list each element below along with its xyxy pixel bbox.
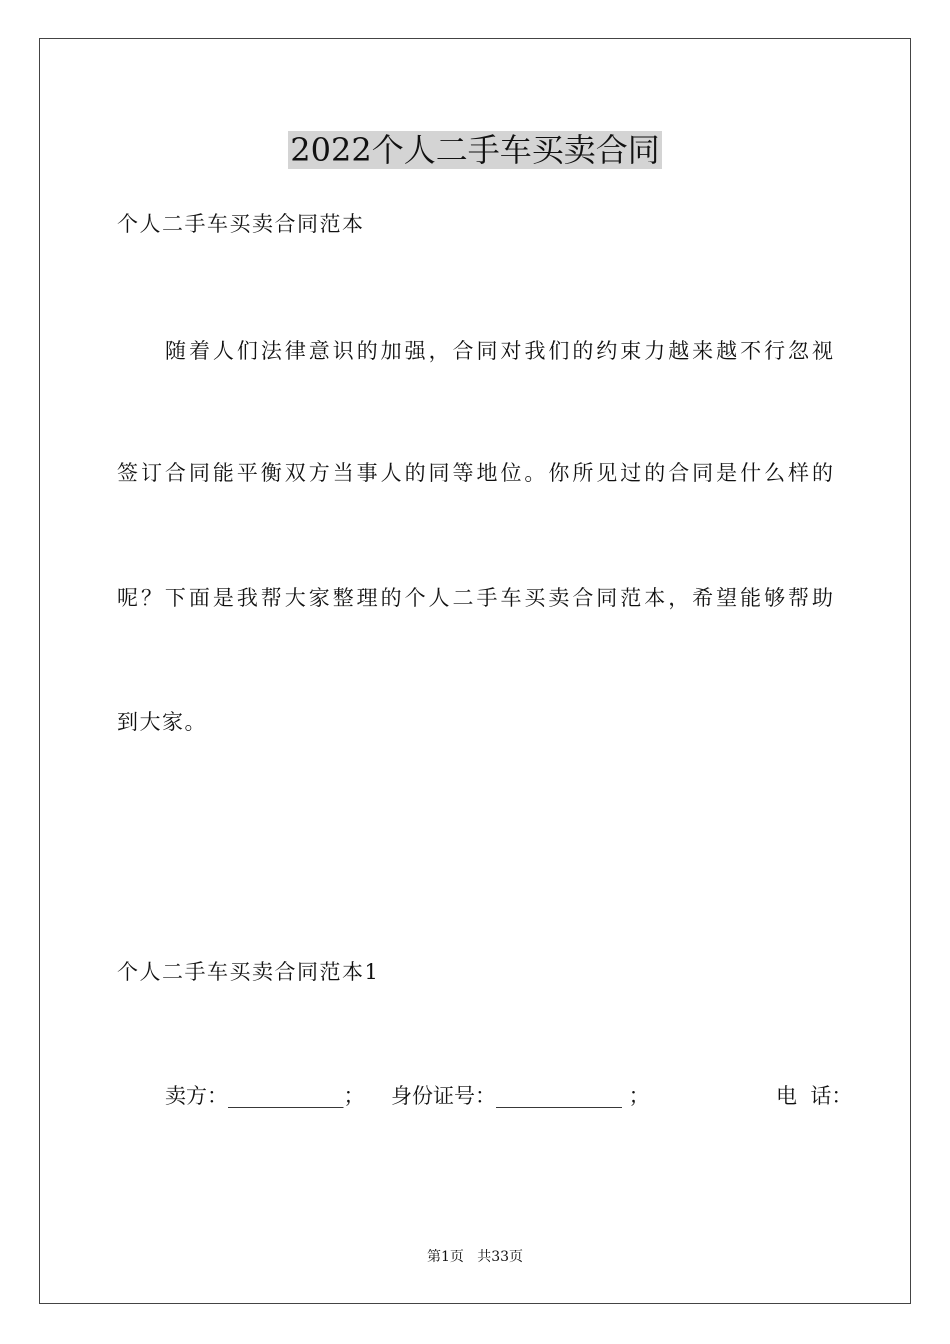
page-footer: 第1页 共33页 bbox=[426, 1249, 524, 1265]
intro-paragraph-line-1: 随着人们法律意识的加强，合同对我们的约束力越来越不行忽视 bbox=[165, 339, 833, 363]
document-title-text: 2022个人二手车买卖合同 bbox=[290, 131, 660, 169]
document-title bbox=[0, 128, 950, 172]
document-subtitle: 个人二手车买卖合同范本 bbox=[117, 212, 365, 236]
intro-paragraph-line-3: 呢？下面是我帮大家整理的个人二手车买卖合同范本，希望能够帮助 bbox=[117, 586, 833, 610]
id-number-label: 身份证号：____________ ； bbox=[391, 1084, 650, 1108]
seller-info-row bbox=[165, 1081, 853, 1111]
intro-paragraph-line-4: 到大家。 bbox=[117, 710, 207, 734]
intro-paragraph-line-2: 签订合同能平衡双方当事人的同等地位。你所见过的合同是什么样的 bbox=[117, 461, 833, 485]
section-heading: 个人二手车买卖合同范本1 bbox=[117, 960, 380, 984]
phone-label: 电 话： bbox=[776, 1084, 853, 1108]
seller-label: 卖方：___________； bbox=[165, 1084, 365, 1108]
